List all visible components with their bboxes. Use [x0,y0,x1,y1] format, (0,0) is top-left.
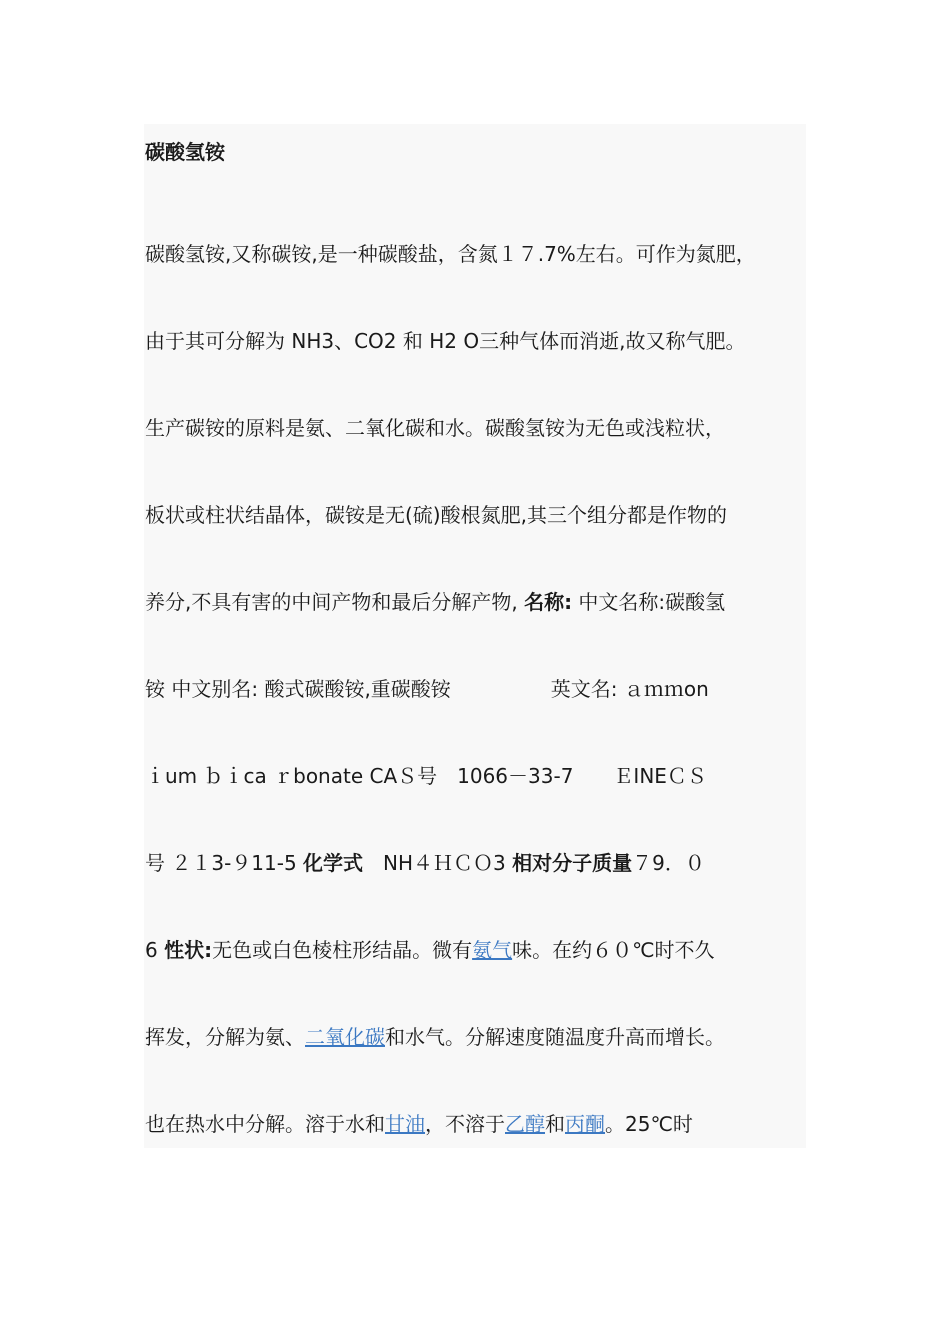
text-run: 碳酸氢铵,又称碳铵,是一种碳酸盐，含氮１７.7%左右。可作为氮肥， [145,242,756,266]
text-run: ７9．０ [632,851,705,875]
field-label: 名称: [524,590,573,614]
text-run: 味。在约６０℃时不久 [512,938,715,962]
term-link[interactable]: 乙醇 [505,1112,545,1136]
term-link[interactable]: 氨气 [472,938,513,962]
text-run: 生产碳铵的原料是氨、二氧化碳和水。碳酸氢铵为无色或浅粒状， [145,416,725,440]
text-run: 号 ２１3-９11-5 [145,851,304,875]
term-link[interactable]: 甘油 [385,1112,425,1136]
text-line [145,588,725,616]
text-run: 中文名称:碳酸氢 [572,590,726,614]
text-line [145,327,745,355]
document-title: 碳酸氢铵 [145,140,225,164]
text-line [145,762,707,790]
field-label: 化学式 [303,851,364,875]
document-page [144,124,806,1148]
text-run: 养分,不具有害的中间产物和最后分解产物, [145,590,525,614]
field-label: 性状: [164,938,213,962]
text-run: 板状或柱状结晶体，碳铵是无(硫)酸根氮肥,其三个组分都是作物的 [145,503,727,527]
text-line [145,675,709,703]
text-line [145,1023,725,1051]
text-line [145,501,727,529]
text-run: ｉum ｂｉca ｒbonate CAＳ号 1066－33-7 ＥINEＣＳ [145,764,707,788]
text-run: ，不溶于 [425,1112,505,1136]
text-line [145,414,725,442]
text-run: 挥发，分解为氨、 [145,1025,305,1049]
text-line [145,240,756,268]
text-line [145,936,715,964]
text-run: 。25℃时 [605,1112,693,1136]
term-link[interactable]: 二氧化碳 [305,1025,385,1049]
text-run: 铵 中文别名: 酸式碳酸铵,重碳酸铵 英文名: ａｍｍon [145,677,709,701]
text-run: NH４ＨＣＯ3 [363,851,513,875]
field-label: 相对分子质量 [512,851,633,875]
text-line [145,1110,693,1138]
text-run: 由于其可分解为 NH3、CO2 和 H2 O三种气体而消逝,故又称气肥。 [145,329,746,353]
text-run: 和 [545,1112,565,1136]
text-run: 也在热水中分解。溶于水和 [145,1112,385,1136]
text-run: 无色或白色棱柱形结晶。微有 [212,938,473,962]
text-run: 和水气。分解速度随温度升高而增长。 [385,1025,725,1049]
text-line [145,849,705,877]
term-link[interactable]: 丙酮 [565,1112,605,1136]
text-run: 6 [145,938,165,962]
